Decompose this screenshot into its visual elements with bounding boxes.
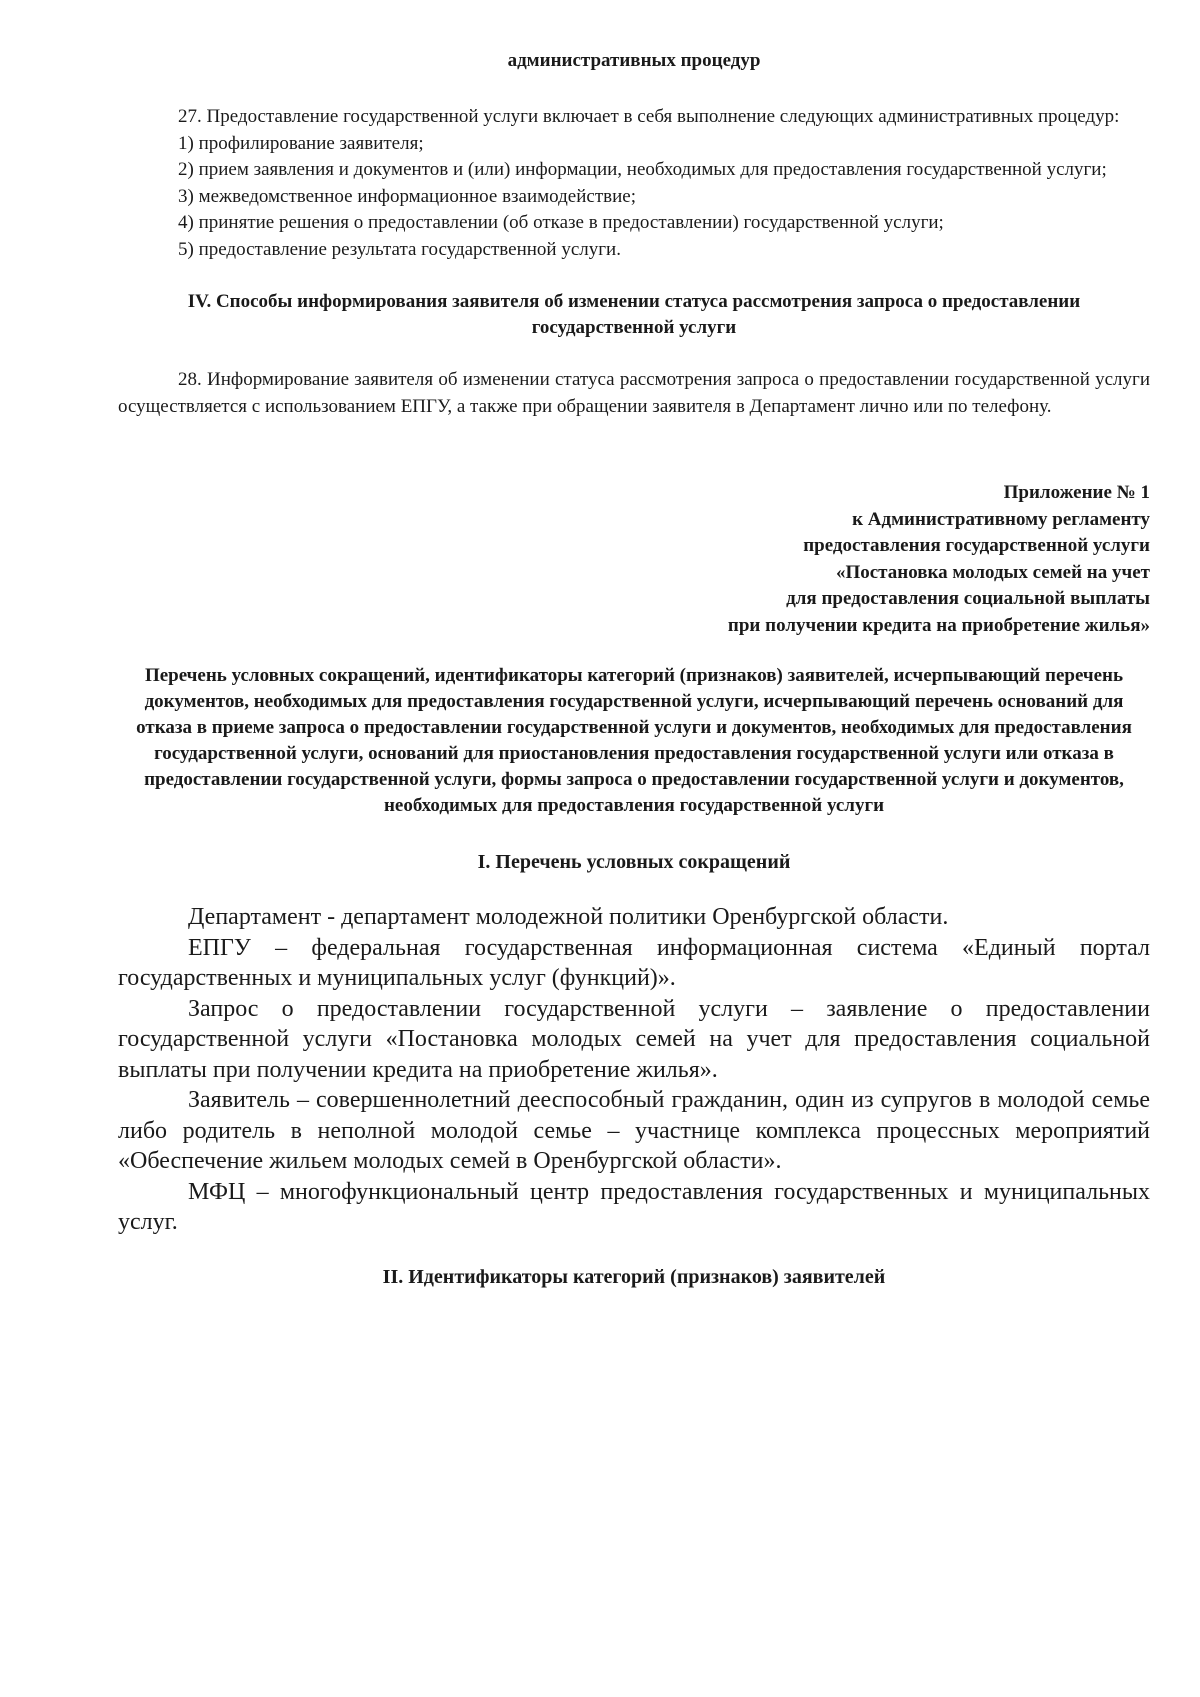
definition-item: МФЦ – многофункциональный центр предоставления государственных и муниципальных услуг. <box>118 1178 1150 1235</box>
definition-item: Заявитель – совершеннолетний дееспособный гражданин, один из супругов в молодой семье либо родитель в неполной молодой семье – участнице комплекса процессных мероприятий «Обеспечение жильем молодых семей в Оренбургской области». <box>118 1087 1150 1174</box>
section-ii-title: II. Идентификаторы категорий (признаков) заявителей <box>382 1265 886 1288</box>
appendix-title: Перечень условных сокращений, идентификаторы категорий (признаков) заявителей, исчерпывающий перечень документов, необходимых для предоставления государственной услуги, исчерпывающий перечень оснований для отказа в приеме запроса о предоставлении государственной услуги и документов, необходимых для предоставления государственной услуги, оснований для приостановления предоставления государственной услуги или отказа в предоставлении государственной услуги, формы запроса о предоставлении государственной услуги и документов, необходимых для предоставления государственной услуги <box>136 665 1132 816</box>
top-heading: административных процедур <box>507 50 761 71</box>
section-iv-title: IV. Способы информирования заявителя об изменении статуса рассмотрения запроса о предоставлении государственной услуги <box>187 291 1081 338</box>
paragraph-27: 27. Предоставление государственной услуги включает в себя выполнение следующих административных процедур: <box>178 106 1120 127</box>
procedure-item: 2) прием заявления и документов и (или) информации, необходимых для предоставления государственной услуги; <box>178 159 1107 180</box>
appendix-line: к Административному регламенту <box>852 508 1150 530</box>
procedure-item: 1) профилирование заявителя; <box>178 132 424 154</box>
appendix-line: Приложение № 1 <box>1003 482 1150 503</box>
appendix-line: при получении кредита на приобретение жилья» <box>727 614 1150 636</box>
paragraph-28: 28. Информирование заявителя об изменении статуса рассмотрения запроса о предоставлении государственной услуги осуществляется с использованием ЕПГУ, а также при обращении заявителя в Департамент лично или по телефону. <box>118 369 1150 417</box>
appendix-line: предоставления государственной услуги <box>803 535 1150 556</box>
definition-item: Запрос о предоставлении государственной услуги – заявление о предоставлении государственной услуги «Постановка молодых семей на учет для предоставления социальной выплаты при получении кредита на приобретение жилья». <box>118 995 1150 1083</box>
procedure-item: 4) принятие решения о предоставлении (об отказе в предоставлении) государственной услуги; <box>178 212 944 233</box>
appendix-header <box>118 480 1150 639</box>
definition-item: ЕПГУ – федеральная государственная информационная система «Единый портал государственных и муниципальных услуг (функций)». <box>118 934 1150 991</box>
definitions-list <box>118 902 1150 1238</box>
appendix-line: «Постановка молодых семей на учет <box>835 561 1150 583</box>
appendix-line: для предоставления социальной выплаты <box>786 588 1150 609</box>
section-i-title: I. Перечень условных сокращений <box>477 851 791 873</box>
document-page <box>118 40 1150 1291</box>
procedure-item: 3) межведомственное информационное взаимодействие; <box>178 185 636 207</box>
procedure-item: 5) предоставление результата государственной услуги. <box>178 238 621 260</box>
definition-item: Департамент - департамент молодежной политики Оренбургской области. <box>188 904 949 930</box>
